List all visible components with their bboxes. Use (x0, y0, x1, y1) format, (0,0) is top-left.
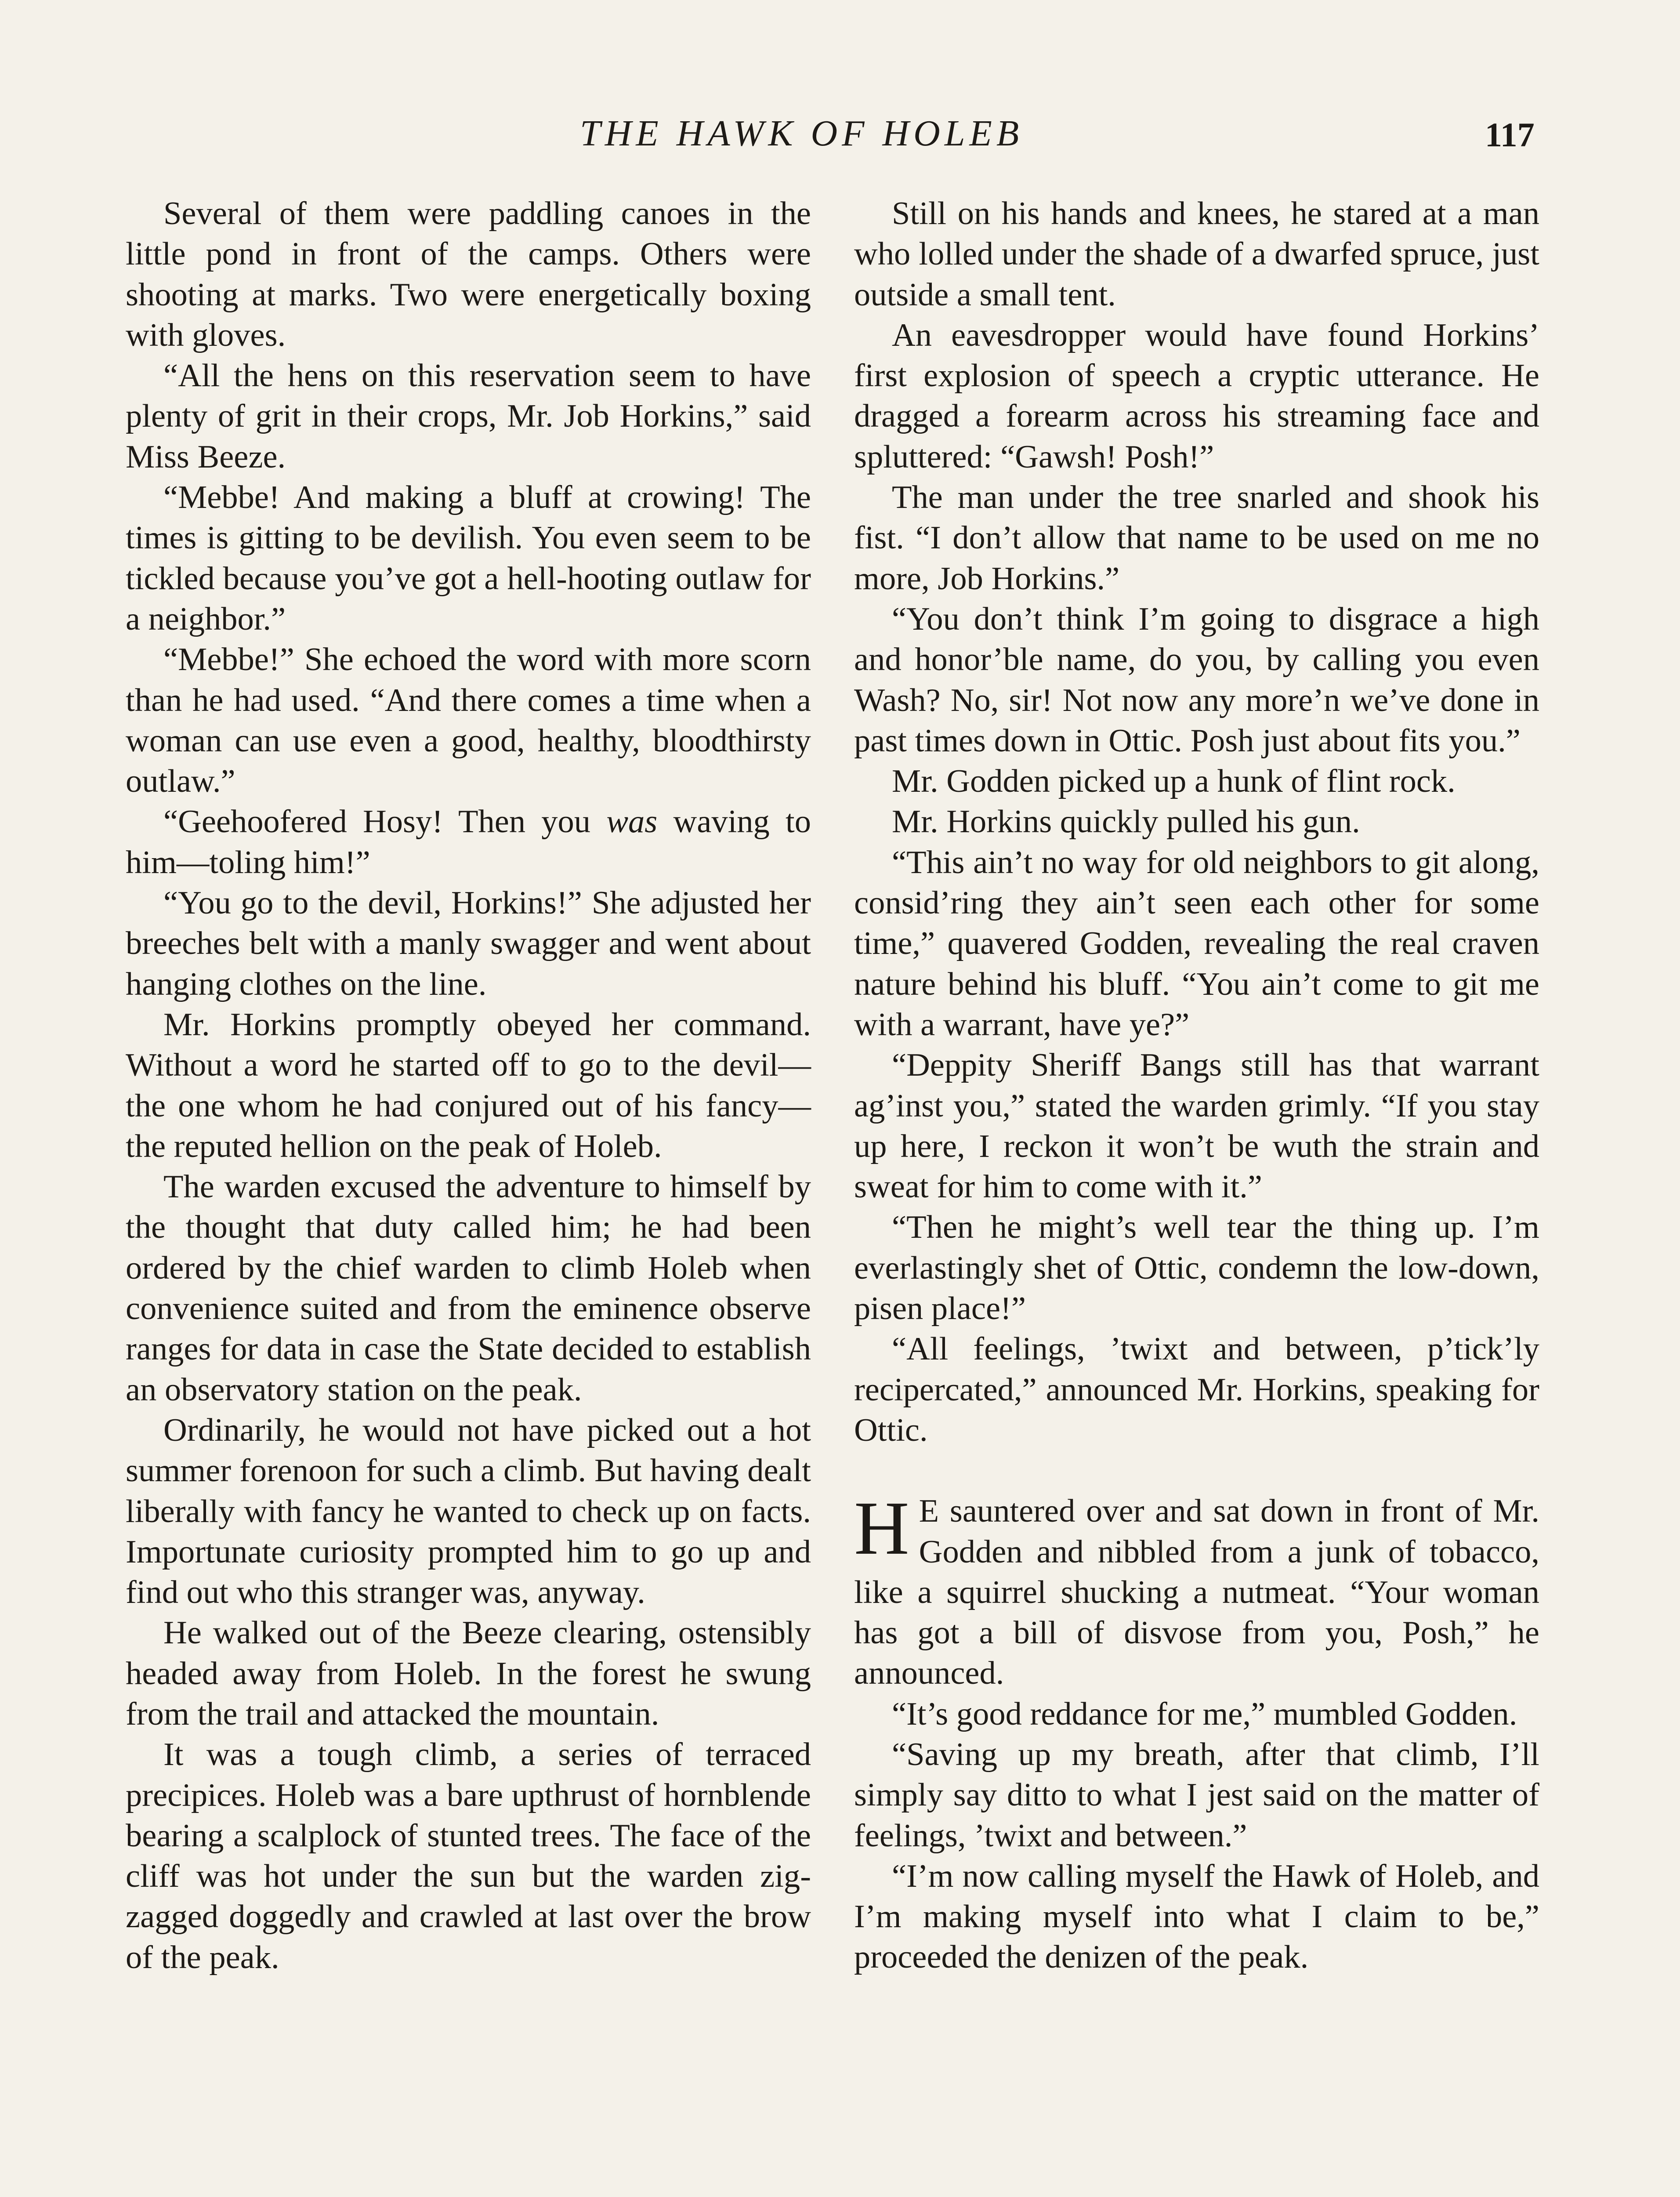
right-column (854, 193, 1539, 1978)
paragraph: Still on his hands and knees, he stared at a man who lolled under the shade of a dwarfed spruce, just outside a small tent. (854, 196, 1539, 313)
paragraph: “You don’t think I’m going to disgrace a high and honor’ble name, do you, by calling you even Wash? No, sir! Not now any more’n we’ve done in past times down in Ottic. Posh just about fits you.” (854, 601, 1539, 759)
paragraph: “You go to the devil, Horkins!” She adjusted her breeches belt with a manly swagger and went about hanging clothes on the line. (126, 885, 811, 1002)
page-number: 117 (1485, 116, 1535, 154)
paragraph: “This ain’t no way for old neighbors to git along, consid’ring they ain’t seen each other for some time,” quavered Godden, revealing the real craven nature behind his bluff. “You ain’t come to git me with a warrant, have ye?” (854, 844, 1539, 1043)
paragraph: “Deppity Sheriff Bangs still has that warrant ag’inst you,” stated the warden grimly. “If you stay up here, I reckon it won’t be wuth the strain and sweat for him to come with it.” (854, 1047, 1539, 1205)
paragraph: An eavesdropper would have found Horkins’ first explosion of speech a cryptic utterance. He dragged a forearm across his streaming face and spluttered: “Gawsh! Posh!” (854, 317, 1539, 475)
paragraph: “Then he might’s well tear the thing up. I’m everlastingly shet of Ottic, condemn the low-down, pisen place!” (854, 1209, 1539, 1327)
paragraph: “Mebbe! And making a bluff at crowing! The times is gitting to be devilish. You even seem to be tickled because you’ve got a hell-hooting outlaw for a neighbor.” (126, 479, 811, 637)
paragraph: Mr. Horkins promptly obeyed her command. Without a word he started off to go to the devil—the one whom he had conjured out of his fancy—the reputed hellion on the peak of Holeb. (126, 1006, 811, 1164)
paragraph: Ordinarily, he would not have picked out a hot summer forenoon for such a climb. But having dealt liberally with fancy he wanted to check up on facts. Importunate curiosity prompted him to go up and find out who this stranger was, anyway. (126, 1412, 811, 1611)
paragraph-text: waving to him—toling him!” (126, 804, 811, 881)
paragraph: “It’s good reddance for me,” mumbled Godden. (892, 1696, 1517, 1732)
paragraph: “Mebbe!” She echoed the word with more scorn than he had used. “And there comes a time when a woman can use even a good, healthy, bloodthirsty outlaw.” (126, 642, 811, 800)
paragraph: The warden excused the adventure to himself by the thought that duty called him; he had been ordered by the chief warden to climb Holeb when convenience suited and from the eminence observe ranges for data in case the State decided to establish an observatory station on the peak. (126, 1169, 811, 1408)
paragraph: The man under the tree snarled and shook his fist. “I don’t allow that name to be used on me no more, Job Horkins.” (854, 479, 1539, 597)
section-start-paragraph (854, 1486, 1539, 1693)
paragraph: “All feelings, ’twixt and between, p’tick’ly recipercated,” announced Mr. Horkins, speaking for Ottic. (854, 1331, 1539, 1448)
paragraph: Mr. Godden picked up a hunk of flint rock. (892, 763, 1456, 800)
paragraph: “Saving up my breath, after that climb, I’ll simply say ditto to what I jest said on the matter of feelings, ’twixt and between.” (854, 1736, 1539, 1854)
paragraph-geehoofered (126, 801, 811, 883)
paragraph: Several of them were paddling canoes in the little pond in front of the camps. Others were shooting at marks. Two were energetically boxing with gloves. (126, 196, 811, 353)
drop-cap: H (854, 1486, 909, 1571)
paragraph-text: E sauntered over and sat down in front of Mr. Godden and nibbled from a junk of tobacco, like a squirrel shucking a nutmeat. “Your woman has got a bill of disvose from you, Posh,” he announced. (854, 1493, 1539, 1692)
paragraph: It was a tough climb, a series of terraced precipices. Holeb was a bare upthrust of hornblende bearing a scalplock of stunted trees. The face of the cliff was hot under the sun but the warden zigzagged doggedly and crawled at last over the brow of the peak. (126, 1737, 811, 1976)
left-column (126, 193, 811, 1978)
paragraph: “All the hens on this reservation seem to have plenty of grit in their crops, Mr. Job Horkins,” said Miss Beeze. (126, 358, 811, 475)
paragraph-text: “Geehoofered Hosy! Then you (163, 804, 607, 840)
paragraph: “I’m now calling myself the Hawk of Holeb, and I’m making myself into what I claim to be,” proceeded the denizen of the peak. (854, 1858, 1539, 1976)
running-title: THE HAWK OF HOLEB (580, 113, 1024, 154)
emphasis-word: was (606, 804, 658, 840)
paragraph: He walked out of the Beeze clearing, ostensibly headed away from Holeb. In the forest he swung from the trail and attacked the mountain. (126, 1615, 811, 1732)
paragraph: Mr. Horkins quickly pulled his gun. (892, 804, 1360, 840)
